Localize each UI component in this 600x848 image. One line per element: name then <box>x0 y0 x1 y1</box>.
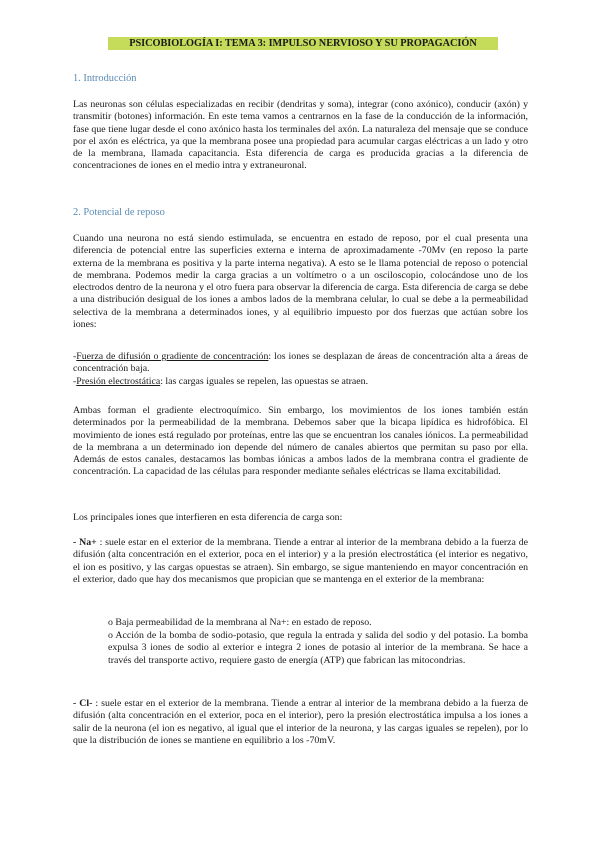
iones-intro-paragraph: Los principales iones que interfieren en esta diferencia de carga son: <box>73 512 343 523</box>
force-item-electrostatica <box>73 376 528 388</box>
ion-text-na: : suele estar en el exterior de la membrana. Tiende a entrar al interior de la membrana debido a la fuerza de difusión (alta concentración en el exterior, poca en el interior) y a la presión electrostática (el interior es negativo, el ion es positivo, y las cargas opuestas se atraen). Sin embargo, se sigue manteniendo en mayor concentración en el exterior, dado que hay dos mecanismos que propician que se mantenga en el exterior de la membrana: <box>73 537 528 585</box>
section-heading-potencial-reposo: 2. Potencial de reposo <box>73 207 165 218</box>
force-prefix: - <box>73 351 77 362</box>
gradiente-paragraph: Ambas forman el gradiente electroquímico. Sin embargo, los movimientos de los iones también están determinados por la permeabilidad de la membrana. Debemos saber que la bicapa lipídica es hidrofóbica. El movimiento de iones está regulado por proteínas, entre las que se encuentran los canales iónicos. La permeabilidad de la membrana a un determinado ion depende del número de canales abiertos que permitan su paso por ella. Además de estos canales, destacamos las bombas iónicas a ambos lados de la membrana contra el gradiente de concentración. La capacidad de las células para responder mediante señales eléctricas se llama excitabilidad. <box>73 405 528 478</box>
document-title: PSICOBIOLOGÍA I: TEMA 3: IMPULSO NERVIOSO Y SU PROPAGACIÓN <box>108 37 498 50</box>
ion-text-cl: : suele estar en el exterior de la membrana. Tiende a entrar al interior de la membrana debido a la fuerza de difusión (alta concentración en el exterior, poca en el interior), pero la presión electrostática impulsa a los iones a salir de la neurona (el ion es negativo, al igual que el interior de la neurona, y las cargas iguales se repelen), por lo que la distribución de iones se mantiene en equilibrio a los -70mV. <box>73 698 528 746</box>
mechanism-item: o Baja permeabilidad de la membrana al Na+: en estado de reposo. <box>108 617 372 628</box>
force-term-difusion: Fuerza de difusión o gradiente de concentración <box>76 351 269 362</box>
force-text-electrostatica: : las cargas iguales se repelen, las opuestas se atraen. <box>160 376 369 387</box>
force-prefix: - <box>73 376 77 387</box>
ion-cl-paragraph <box>73 698 528 747</box>
force-item-difusion <box>73 351 528 376</box>
ion-na-paragraph <box>73 537 528 586</box>
force-term-electrostatica: Presión electrostática <box>76 376 161 387</box>
section-heading-introduccion: 1. Introducción <box>73 73 137 84</box>
intro-paragraph: Las neuronas son células especializadas en recibir (dendritas y soma), integrar (cono axónico), conducir (axón) y transmitir (botones) información. En este tema vamos a centrarnos en la fase de la conducción de la información, fase que tiene lugar desde el cono axónico hasta los terminales del axón. La naturaleza del mensaje que se conduce por el axón es eléctrica, ya que la membrana posee una propiedad para acumular cargas eléctricas a un lado y otro de la membrana, llamada capacitancia. Esta diferencia de carga es producida gracias a la diferencia de concentraciones de iones en el medio intra y extraneuronal. <box>73 99 528 172</box>
ion-label-na: - Na+ <box>73 537 97 548</box>
ion-label-cl: - Cl- <box>73 698 93 709</box>
force-text-difusion: : los iones se desplazan de áreas de concentración alta a áreas de concentración baja. <box>73 351 528 375</box>
reposo-paragraph: Cuando una neurona no está siendo estimulada, se encuentra en estado de reposo, por el cual presenta una diferencia de potencial entre las superficies externa e interna de aproximadamente -70Mv (en reposo la parte externa de la membrana es positiva y la parte interna negativa). A esto se le llama potencial de reposo o potencial de membrana. Podemos medir la carga gracias a un voltímetro o a un osciloscopio, colocándose uno de los electrodos dentro de la neurona y el otro fuera para observar la diferencia de carga. Esta diferencia de carga se debe a una distribución desigual de los iones a ambos lados de la membrana celular, lo cual se debe a la permeabilidad selectiva de la membrana a determinados iones, y al equilibrio impuesto por dos fuerzas que actúan sobre los iones: <box>73 233 528 331</box>
mechanism-item: o Acción de la bomba de sodio-potasio, que regula la entrada y salida del sodio y del potasio. La bomba expulsa 3 iones de sodio al exterior e integra 2 iones de potasio al interior de la membrana. Se hace a través del transporte activo, requiere gasto de energía (ATP) que fabrican las mitocondrias. <box>108 630 528 666</box>
